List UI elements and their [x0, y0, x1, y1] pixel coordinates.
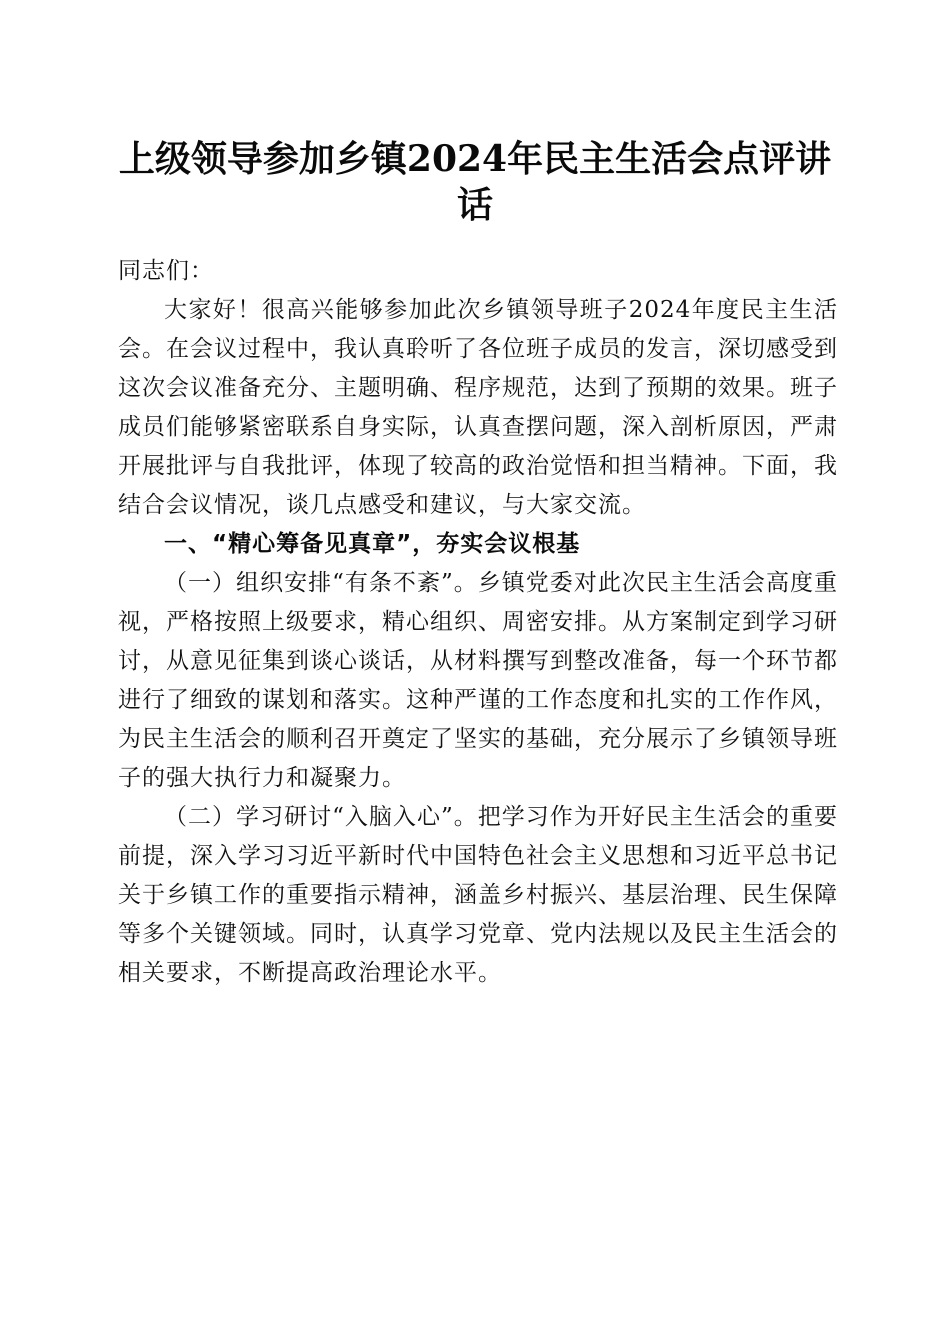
- document-title: 上级领导参加乡镇2024年民主生活会点评讲话: [118, 138, 832, 226]
- section-1-item-2: （二）学习研讨“入脑入心”。把学习作为开好民主生活会的重要前提，深入学习习近平新时代中国特色社会主义思想和习近平总书记关于乡镇工作的重要指示精神，涵盖乡村振兴、基层治理、民生保障等多个关键领域。同时，认真学习党章、党内法规以及民主生活会的相关要求，不断提高政治理论水平。: [118, 804, 838, 986]
- document-body: [118, 252, 838, 993]
- intro-paragraph: 大家好！很高兴能够参加此次乡镇领导班子2024年度民主生活会。在会议过程中，我认真聆听了各位班子成员的发言，深切感受到这次会议准备充分、主题明确、程序规范，达到了预期的效果。班子成员们能够紧密联系自身实际，认真查摆问题，深入剖析原因，严肃开展批评与自我批评，体现了较高的政治觉悟和担当精神。下面，我结合会议情况，谈几点感受和建议，与大家交流。: [118, 297, 838, 518]
- section-heading-1: 一、“精心筹备见真章”，夯实会议根基: [164, 531, 581, 557]
- section-1-item-1: （一）组织安排“有条不紊”。乡镇党委对此次民主生活会高度重视，严格按照上级要求，精心组织、周密安排。从方案制定到学习研讨，从意见征集到谈心谈话，从材料撰写到整改准备，每一个环节都进行了细致的谋划和落实。这种严谨的工作态度和扎实的工作作风，为民主生活会的顺利召开奠定了坚实的基础，充分展示了乡镇领导班子的强大执行力和凝聚力。: [118, 570, 838, 791]
- salutation: 同志们：: [118, 258, 214, 284]
